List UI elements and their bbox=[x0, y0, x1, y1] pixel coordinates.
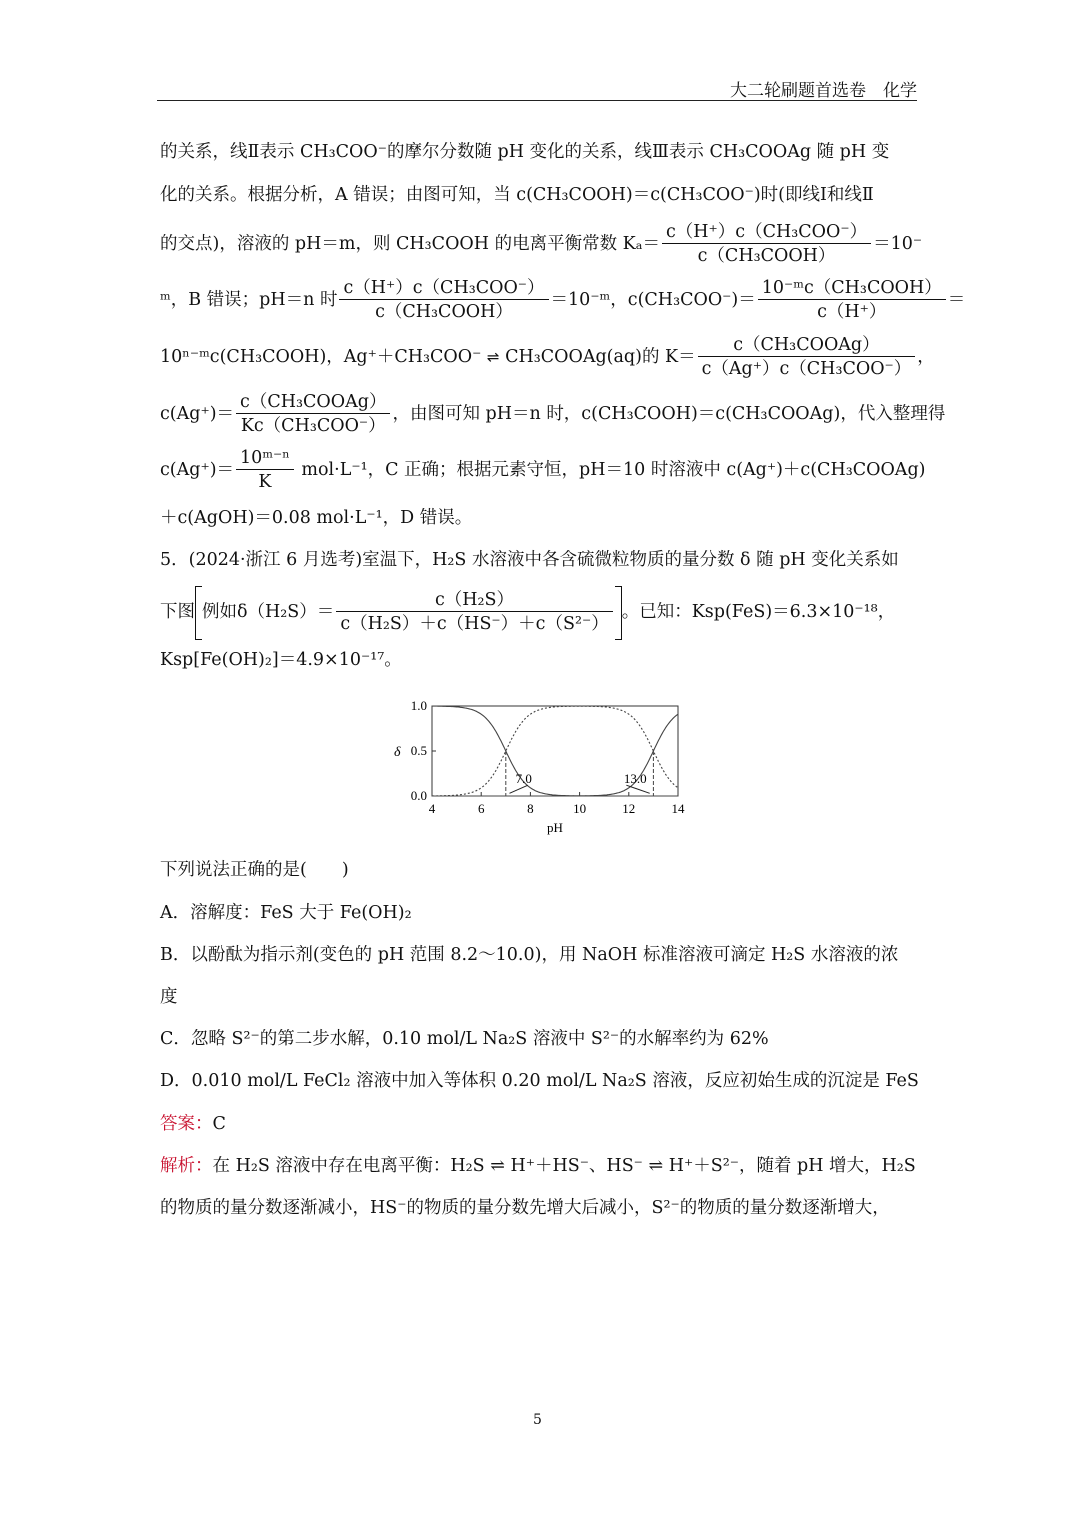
delta-numerator: c（H₂S） bbox=[336, 589, 612, 612]
ph-n-fraction bbox=[339, 277, 548, 324]
delta-fraction bbox=[336, 589, 612, 636]
ag-result-fraction bbox=[236, 447, 294, 494]
question-5-formula-line bbox=[160, 584, 895, 640]
x-tick-label-3: 10 bbox=[573, 801, 587, 816]
y-tick-label-1: 0.5 bbox=[410, 743, 427, 758]
answer-value: C bbox=[212, 1114, 226, 1134]
option-a: A．溶解度：FeS 大于 Fe(OH)₂ bbox=[160, 903, 412, 923]
delta-denominator: c（H₂S）＋c（HS⁻）＋c（S²⁻） bbox=[340, 614, 609, 634]
y-tick-label-2: 1.0 bbox=[410, 698, 427, 713]
answer-label: 答案： bbox=[160, 1114, 213, 1134]
ph-n-numerator: c（H⁺）c（CH₃COO⁻） bbox=[339, 277, 548, 300]
line5-text-a: 10ⁿ⁻ᵐc(CH₃COOH)，Ag⁺＋CH₃COO⁻ bbox=[160, 347, 482, 367]
left-bracket bbox=[195, 586, 202, 640]
text-line-8: ＋c(AgOH)＝0.08 mol·L⁻¹，D 错误。 bbox=[160, 508, 473, 528]
acetate-fraction bbox=[758, 277, 946, 324]
k-numerator: c（CH₃COOAg） bbox=[698, 334, 916, 357]
right-bracket bbox=[615, 586, 622, 640]
acetate-numerator: 10⁻ᵐc（CH₃COOH） bbox=[758, 277, 946, 300]
answer-line bbox=[160, 1112, 226, 1136]
option-b-line-1: B．以酚酞为指示剂(变色的 pH 范围 8.2～10.0)，用 NaOH 标准溶液可滴定 H₂S 水溶液的浓 bbox=[160, 945, 899, 965]
x-tick-label-2: 8 bbox=[527, 801, 534, 816]
annotation-13: 13.0 bbox=[623, 771, 647, 787]
x-axis-label: pH bbox=[547, 820, 563, 835]
arrow-7-line bbox=[509, 785, 527, 793]
acetate-denominator: c（H⁺） bbox=[817, 302, 887, 322]
q5-text-in: 例如δ（H₂S）＝ bbox=[202, 602, 335, 622]
explanation-text-1: 在 H₂S 溶液中存在电离平衡：H₂S ⇌ H⁺＋HS⁻、HS⁻ ⇌ H⁺＋S²⁻，随着 pH 增大，H₂S bbox=[212, 1156, 916, 1176]
x-tick-label-1: 6 bbox=[477, 801, 485, 816]
line6-text-a: c(Ag⁺)＝ bbox=[160, 404, 235, 424]
ka-numerator: c（H⁺）c（CH₃COO⁻） bbox=[662, 221, 871, 244]
line7-text-b: mol·L⁻¹，C 正确；根据元素守恒，pH＝10 时溶液中 c(Ag⁺)＋c(CH₃COOAg) bbox=[295, 460, 926, 480]
line3-text-a: 的交点)，溶液的 pH＝m，则 CH₃COOH 的电离平衡常数 Kₐ＝ bbox=[160, 234, 660, 254]
ag-numerator: c（CH₃COOAg） bbox=[236, 391, 390, 414]
distribution-chart bbox=[388, 690, 688, 840]
question-5-stem: 5．(2024·浙江 6 月选考)室温下，H₂S 水溶液中各含硫微粒物质的量分数 δ 随 pH 变化关系如 bbox=[160, 550, 899, 570]
y-tick-label-0: 0.0 bbox=[410, 788, 427, 803]
k-denominator: c（Ag⁺）c（CH₃COO⁻） bbox=[701, 359, 912, 379]
x-tick-label-4: 12 bbox=[622, 801, 636, 816]
header-title: 大二轮刷题首选卷 化学 bbox=[730, 81, 917, 101]
option-d: D．0.010 mol/L FeCl₂ 溶液中加入等体积 0.20 mol/L Na₂S 溶液，反应初始生成的沉淀是 FeS bbox=[160, 1071, 919, 1091]
x-tick-label-0: 4 bbox=[428, 801, 436, 816]
line4-text-c: ＝ bbox=[947, 290, 966, 310]
ka-denominator: c（CH₃COOH） bbox=[697, 246, 836, 266]
equilibrium-arrow-icon: ⇌ bbox=[486, 348, 500, 366]
k-fraction bbox=[698, 334, 916, 381]
y-axis-label: δ bbox=[394, 745, 401, 760]
ag-fraction bbox=[236, 391, 390, 438]
ag-denominator: Kc（CH₃COO⁻） bbox=[240, 416, 386, 436]
option-b-line-2: 度 bbox=[160, 987, 178, 1007]
ph-n-denominator: c（CH₃COOH） bbox=[375, 302, 513, 322]
text-line-4 bbox=[160, 276, 965, 324]
ka-fraction bbox=[662, 221, 871, 268]
text-line-3 bbox=[160, 220, 922, 268]
line7-text-a: c(Ag⁺)＝ bbox=[160, 460, 235, 480]
ag-result-denominator: K bbox=[258, 472, 272, 492]
line5-text-b: CH₃COOAg(aq)的 K＝ bbox=[505, 347, 696, 367]
text-line-2: 化的关系。根据分析，A 错误；由图可知，当 c(CH₃COOH)＝c(CH₃COO⁻)时(即线Ⅰ和线Ⅱ bbox=[160, 185, 874, 205]
page-header bbox=[157, 76, 917, 101]
question-5-ksp-line: Ksp[Fe(OH)₂]＝4.9×10⁻¹⁷。 bbox=[160, 650, 402, 670]
q5-text-post: 。已知：Ksp(FeS)＝6.3×10⁻¹⁸， bbox=[621, 602, 896, 622]
explanation-line-1 bbox=[160, 1154, 916, 1178]
annotation-7: 7.0 bbox=[515, 771, 532, 787]
line4-text-a: ᵐ，B 错误；pH＝n 时 bbox=[160, 290, 338, 310]
text-line-1: 的关系，线Ⅱ表示 CH₃COO⁻的摩尔分数随 pH 变化的关系，线Ⅲ表示 CH₃COOAg 随 pH 变 bbox=[160, 142, 890, 162]
page-number: 5 bbox=[533, 1412, 542, 1428]
line4-text-b: ＝10⁻ᵐ，c(CH₃COO⁻)＝ bbox=[550, 290, 756, 310]
line5-text-c: ， bbox=[917, 347, 935, 367]
text-line-5 bbox=[160, 333, 935, 381]
explanation-line-2: 的物质的量分数逐渐减小，HS⁻的物质的量分数先增大后减小，S²⁻的物质的量分数逐渐增大， bbox=[160, 1198, 890, 1218]
explanation-label: 解析： bbox=[160, 1156, 213, 1176]
q5-text-pre: 下图 bbox=[160, 602, 195, 622]
line6-text-b: ，由图可知 pH＝n 时，c(CH₃COOH)＝c(CH₃COOAg)，代入整理得 bbox=[392, 404, 946, 424]
question-prompt: 下列说法正确的是( ) bbox=[160, 860, 349, 880]
ag-result-numerator: 10ᵐ⁻ⁿ bbox=[236, 447, 294, 470]
arrow-13-line bbox=[626, 785, 649, 793]
line3-text-b: ＝10⁻ bbox=[873, 234, 923, 254]
text-line-6 bbox=[160, 390, 945, 438]
option-c: C．忽略 S²⁻的第二步水解，0.10 mol/L Na₂S 溶液中 S²⁻的水解率约为 62% bbox=[160, 1029, 769, 1049]
text-line-7 bbox=[160, 446, 925, 494]
x-tick-label-5: 14 bbox=[671, 801, 685, 816]
